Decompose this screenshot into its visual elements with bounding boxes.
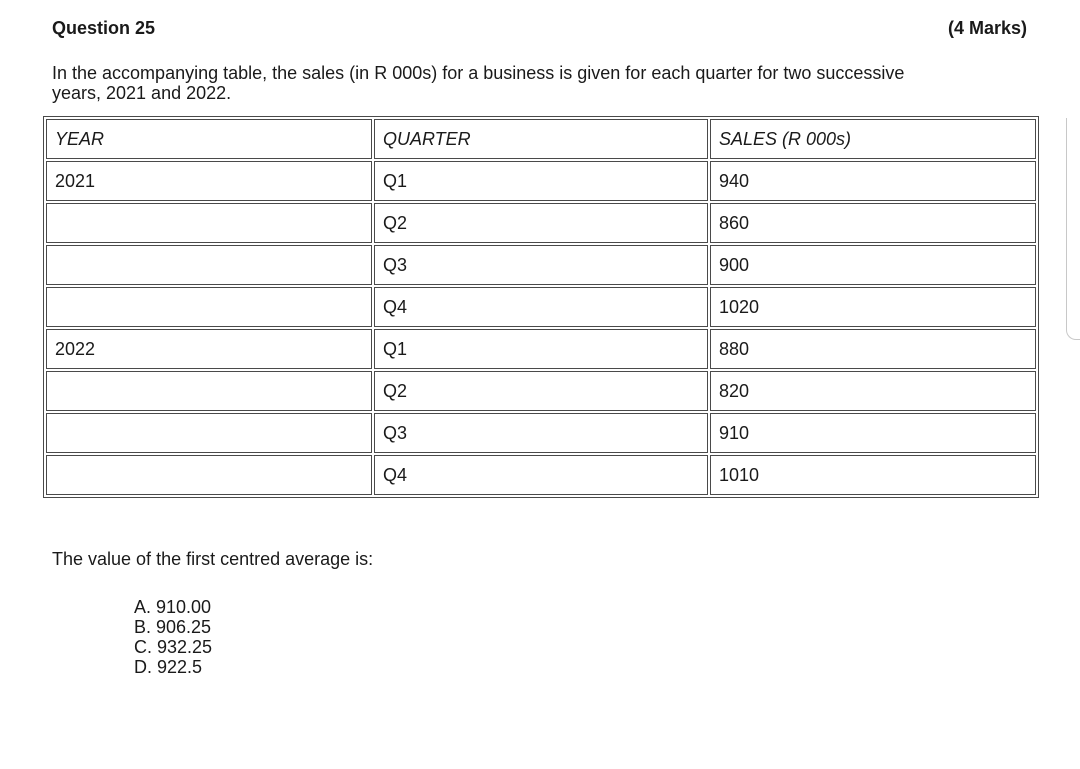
cell-sales: 900	[710, 245, 1036, 285]
header-sales: SALES (R 000s)	[710, 119, 1036, 159]
option-d[interactable]: D. 922.5	[134, 657, 203, 677]
cell-quarter: Q1	[374, 329, 708, 369]
cell-sales: 1020	[710, 287, 1036, 327]
cell-quarter: Q4	[374, 287, 708, 327]
table-row	[46, 455, 1036, 495]
cell-sales: 1010	[710, 455, 1036, 495]
cell-quarter: Q3	[374, 413, 708, 453]
cell-year	[46, 413, 372, 453]
cell-sales: 860	[710, 203, 1036, 243]
table-row	[46, 329, 1036, 369]
answer-options	[134, 597, 212, 677]
cell-year	[46, 287, 372, 327]
header-year: YEAR	[46, 119, 372, 159]
cell-year: 2021	[46, 161, 372, 201]
question-prompt: The value of the first centred average is:	[52, 549, 374, 569]
sales-table	[43, 116, 1039, 498]
cell-sales: 940	[710, 161, 1036, 201]
cell-year: 2022	[46, 329, 372, 369]
question-title: Question 25	[52, 18, 156, 38]
cell-quarter: Q2	[374, 371, 708, 411]
option-b[interactable]: B. 906.25	[134, 617, 212, 637]
cell-year	[46, 371, 372, 411]
table-row	[46, 161, 1036, 201]
cell-quarter: Q4	[374, 455, 708, 495]
option-a[interactable]: A. 910.00	[134, 597, 212, 617]
panel-edge	[1066, 118, 1080, 340]
option-c[interactable]: C. 932.25	[134, 637, 213, 657]
table-header-row	[46, 119, 1036, 159]
table-row	[46, 245, 1036, 285]
cell-year	[46, 455, 372, 495]
table-row	[46, 413, 1036, 453]
table-row	[46, 287, 1036, 327]
cell-quarter: Q1	[374, 161, 708, 201]
header-quarter: QUARTER	[374, 119, 708, 159]
cell-year	[46, 203, 372, 243]
question-intro: In the accompanying table, the sales (in R 000s) for a business is given for each quarter for two successive years, 2021 and 2022.	[52, 63, 905, 103]
cell-sales: 910	[710, 413, 1036, 453]
cell-year	[46, 245, 372, 285]
table-row	[46, 371, 1036, 411]
cell-quarter: Q2	[374, 203, 708, 243]
cell-quarter: Q3	[374, 245, 708, 285]
cell-sales: 820	[710, 371, 1036, 411]
cell-sales: 880	[710, 329, 1036, 369]
table-row	[46, 203, 1036, 243]
question-marks: (4 Marks)	[947, 18, 1027, 38]
